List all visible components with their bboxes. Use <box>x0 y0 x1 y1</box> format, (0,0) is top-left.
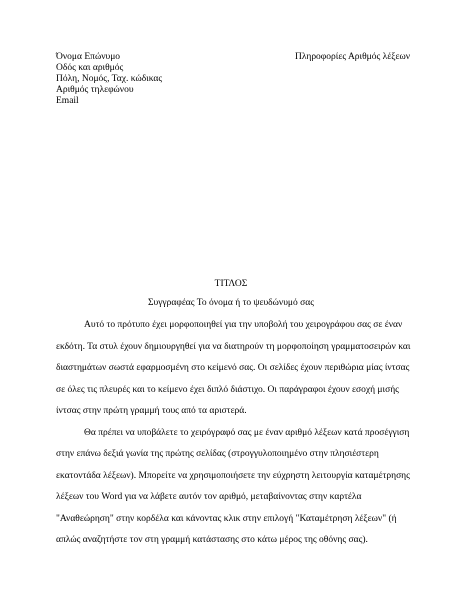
author-name: Όνομα Επώνυμο <box>56 52 121 62</box>
paragraph-line: διαστημάτων σωστά εφαρμοσμένη στο κείμενό σας. Οι σελίδες έχουν περιθώρια μίας ίντσας <box>56 363 410 373</box>
paragraph-2 <box>56 423 410 552</box>
word-count-info: Πληροφορίες Αριθμός λέξεων <box>294 52 410 62</box>
paragraph-line: "Αναθεώρηση" στην κορδέλα και κάνοντας κλικ στην επιλογή "Καταμέτρηση λέξεων" (ή <box>56 513 397 524</box>
paragraph-line: Αυτό το πρότυπο έχει μορφοποιηθεί για την υποβολή του χειρογράφου σας σε έναν <box>84 320 403 330</box>
email-address: Email <box>56 96 79 106</box>
paragraph-line: σε όλες τις πλευρές και το κείμενο έχει διπλό διάστιχο. Οι παράγραφοι έχουν εσοχή μισής <box>56 384 399 395</box>
phone-number: Αριθμός τηλεφώνου <box>56 85 134 95</box>
paragraph-line: εκδότη. Τα στυλ έχουν δημιουργηθεί για να διατηρούν τη μορφοποίηση γραμματοσειρών και <box>56 341 411 352</box>
city-postcode: Πόλη, Νομός, Ταχ. κώδικας <box>56 74 163 84</box>
body-text <box>56 315 411 552</box>
paragraph-line: στην επάνω δεξιά γωνία της πρώτης σελίδας (στρογγυλοποιημένο στην πλησιέστερη <box>56 449 379 459</box>
paragraph-1 <box>56 315 411 423</box>
document-title: ΤΙΤΛΟΣ <box>214 279 248 289</box>
paragraph-line: Θα πρέπει να υποβάλετε το χειρόγραφό σας με έναν αριθμό λέξεων κατά προσέγγιση <box>84 427 410 438</box>
author-byline: Συγγραφέας Το όνομα ή το ψευδώνυμό σας <box>147 298 314 308</box>
paragraph-line: ίντσας στην πρώτη γραμμή τους από τα αριστερά. <box>56 406 247 416</box>
paragraph-line: λέξεων του Word για να λάβετε αυτόν τον αριθμό, μεταβαίνοντας στην καρτέλα <box>56 492 362 502</box>
paragraph-line: απλώς αναζητήστε τον στη γραμμή κατάστασης στο κάτω μέρος της οθόνης σας). <box>56 535 368 545</box>
paragraph-line: εκατοντάδα λέξεων). Μπορείτε να χρησιμοποιήσετε την εύχρηστη λειτουργία καταμέτρησης <box>56 470 410 481</box>
street-address: Οδός και αριθμός <box>56 63 124 73</box>
contact-block <box>56 52 162 107</box>
